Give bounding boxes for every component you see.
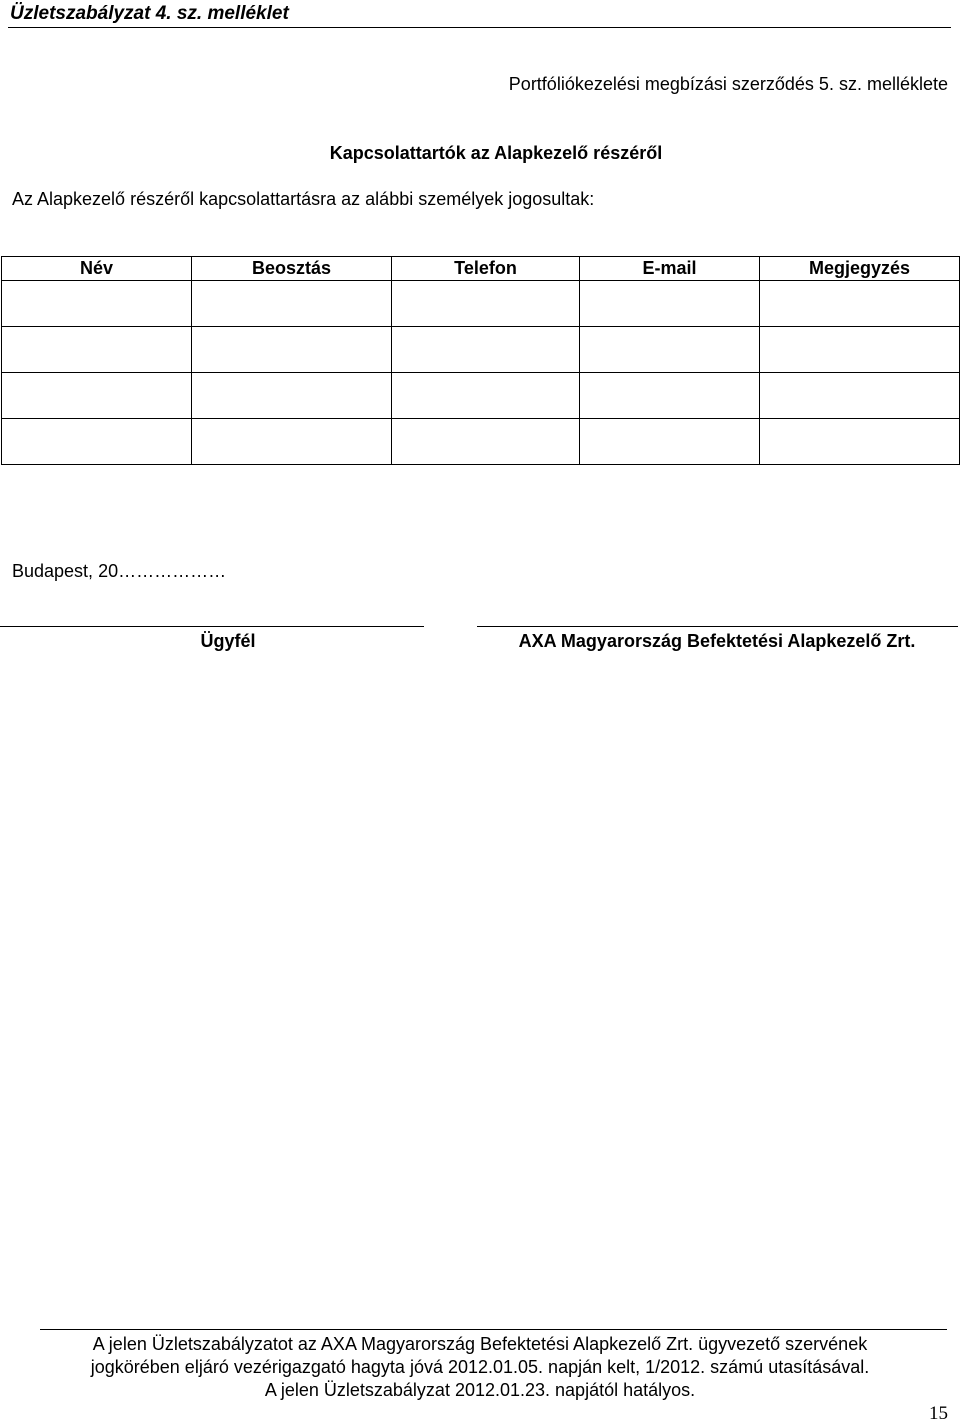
contacts-table [1, 256, 960, 465]
table-cell[interactable] [760, 327, 960, 373]
table-cell[interactable] [580, 327, 760, 373]
table-cell[interactable] [192, 373, 392, 419]
fund-manager-signature-line [477, 626, 958, 627]
table-cell[interactable] [192, 419, 392, 465]
place-and-date: Budapest, 20……………… [12, 561, 227, 581]
table-cell[interactable] [2, 419, 192, 465]
table-row [2, 373, 960, 419]
table-header-row [2, 257, 960, 281]
table-cell[interactable] [580, 373, 760, 419]
footer-divider [40, 1329, 947, 1330]
fund-manager-signature-label: AXA Magyarország Befektetési Alapkezelő Zrt. [518, 631, 916, 651]
intro-paragraph: Az Alapkezelő részéről kapcsolattartásra az alábbi személyek jogosultak: [12, 189, 595, 209]
table-cell[interactable] [2, 281, 192, 327]
table-row [2, 281, 960, 327]
table-cell[interactable] [192, 281, 392, 327]
footer-line: A jelen Üzletszabályzatot az AXA Magyarország Befektetési Alapkezelő Zrt. ügyvezető szervének [92, 1334, 868, 1354]
table-cell[interactable] [192, 327, 392, 373]
table-cell[interactable] [392, 373, 580, 419]
column-header-note: Megjegyzés [760, 257, 960, 281]
table-cell[interactable] [760, 373, 960, 419]
table-cell[interactable] [2, 327, 192, 373]
table-cell[interactable] [392, 419, 580, 465]
document-header-title: Üzletszabályzat 4. sz. melléklet [10, 3, 289, 24]
annex-subtitle: Portfóliókezelési megbízási szerződés 5. sz. melléklete [508, 74, 948, 94]
table-cell[interactable] [760, 419, 960, 465]
table-cell[interactable] [760, 281, 960, 327]
page-number: 15 [929, 1403, 948, 1424]
column-header-name: Név [2, 257, 192, 281]
table-row [2, 419, 960, 465]
header-divider [8, 27, 951, 28]
footer-line: jogkörében eljáró vezérigazgató hagyta jóvá 2012.01.05. napján kelt, 1/2012. számú utasításával. [90, 1357, 870, 1377]
table-cell[interactable] [392, 281, 580, 327]
table-cell[interactable] [392, 327, 580, 373]
table-cell[interactable] [2, 373, 192, 419]
table-row [2, 327, 960, 373]
column-header-email: E-mail [580, 257, 760, 281]
column-header-position: Beosztás [192, 257, 392, 281]
footer-line: A jelen Üzletszabályzat 2012.01.23. napjától hatályos. [264, 1380, 696, 1400]
column-header-phone: Telefon [392, 257, 580, 281]
section-title: Kapcsolattartók az Alapkezelő részéről [329, 143, 663, 163]
table-cell[interactable] [580, 419, 760, 465]
client-signature-line [0, 626, 424, 627]
footer-text [0, 1333, 960, 1402]
client-signature-label: Ügyfél [200, 631, 256, 651]
table-cell[interactable] [580, 281, 760, 327]
